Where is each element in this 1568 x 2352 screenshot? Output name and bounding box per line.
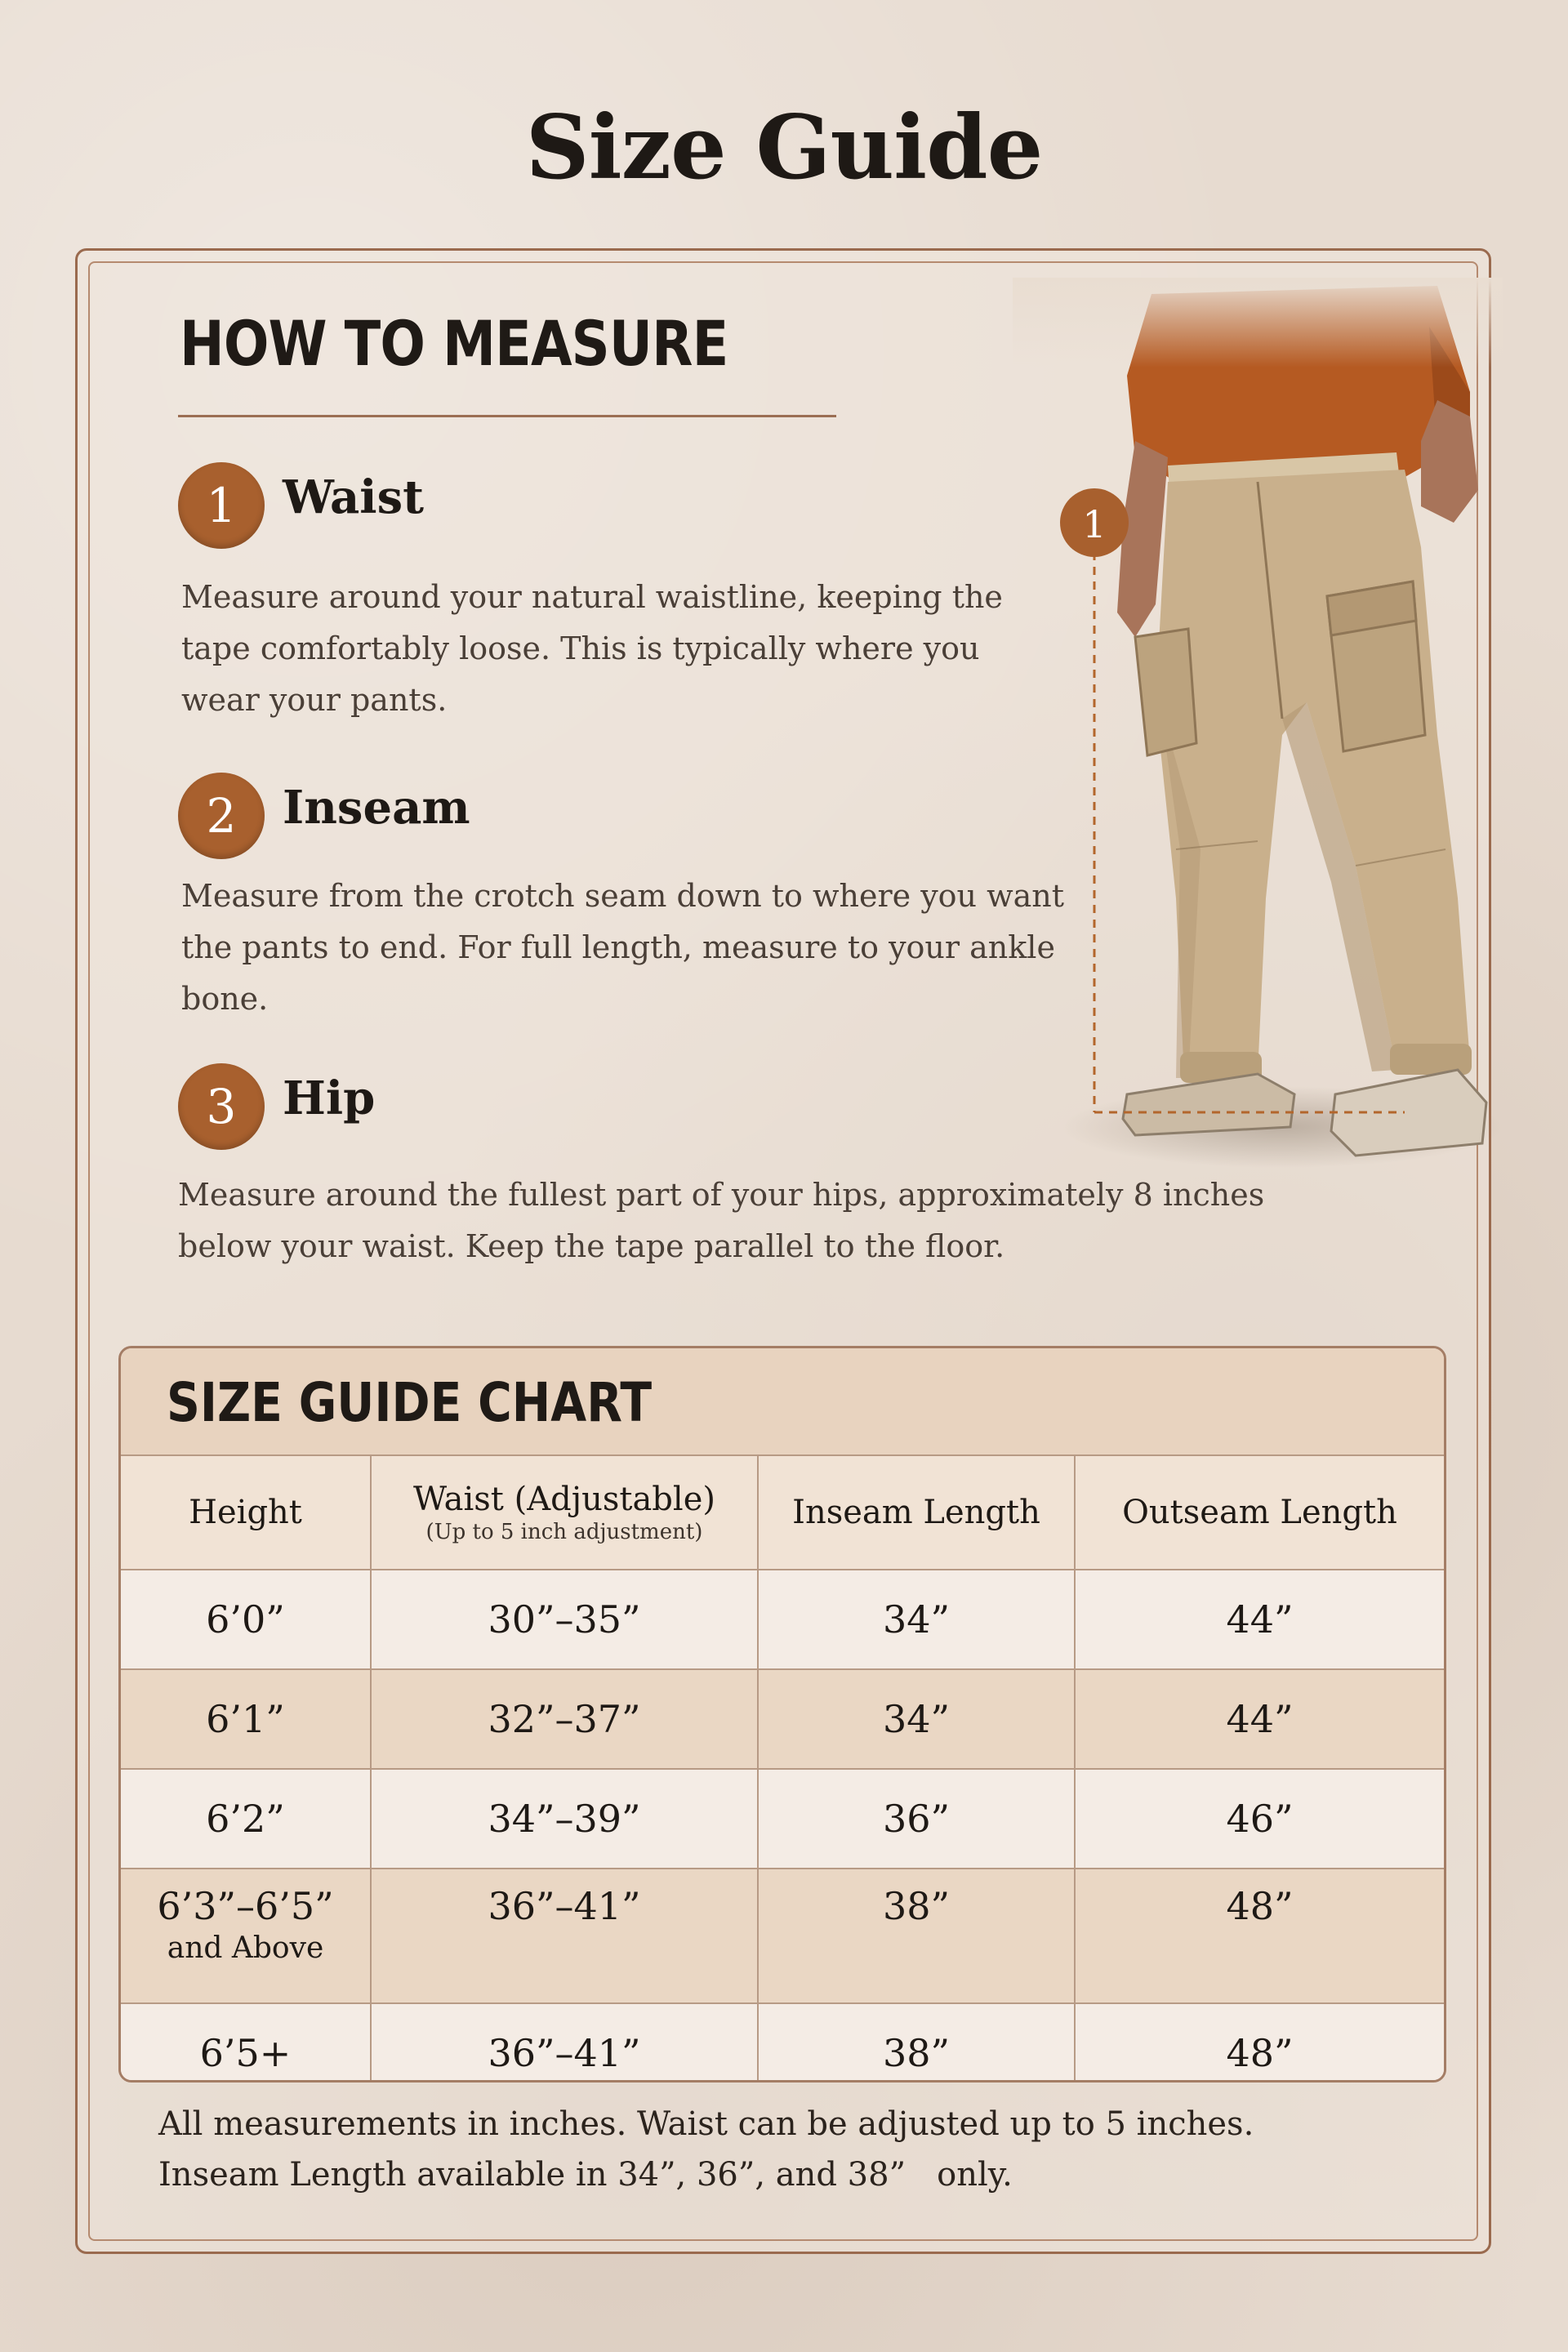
height-cell	[121, 1869, 371, 2003]
height-cell: 6’2”	[121, 1769, 371, 1869]
inseam-cell: 38”	[758, 1869, 1075, 2003]
outseam-cell: 46”	[1075, 1769, 1444, 1869]
description-line: below your waist. Keep the tape parallel to the floor.	[178, 1228, 1005, 1264]
waist-cell: 30”–35”	[371, 1570, 758, 1669]
step-number-badge: 1	[178, 462, 265, 549]
description-line: Measure from the crotch seam down to where you want	[181, 878, 1065, 914]
chart-header	[121, 1348, 1444, 1454]
size-guide-chart	[118, 1346, 1446, 2082]
page-title: Size Guide	[525, 96, 1043, 199]
waist-cell: 34”–39”	[371, 1769, 758, 1869]
heading-divider	[178, 415, 836, 417]
inseam-cell: 38”	[758, 2003, 1075, 2082]
height-cell: 6’5+	[121, 2003, 371, 2082]
step-title: Waist	[283, 470, 424, 524]
column-header-outseam: Outseam Length	[1075, 1455, 1444, 1570]
height-cell: 6’1”	[121, 1669, 371, 1769]
height-cell: 6’0”	[121, 1570, 371, 1669]
inseam-cell: 34”	[758, 1669, 1075, 1769]
footnote-line: All measurements in inches. Waist can be adjusted up to 5 inches.	[158, 2105, 1254, 2143]
outseam-cell: 44”	[1075, 1669, 1444, 1769]
table-row	[121, 1669, 1444, 1769]
step-number-badge: 3	[178, 1063, 265, 1150]
how-to-measure-heading: HOW TO MEASURE	[180, 307, 728, 380]
measure-marker-number: 1	[1082, 502, 1107, 546]
step-description	[181, 871, 1064, 1025]
size-table	[121, 1454, 1444, 2082]
chart-title: SIZE GUIDE CHART	[167, 1371, 653, 1434]
table-row	[121, 2003, 1444, 2082]
outseam-cell: 48”	[1075, 2003, 1444, 2082]
footnote-line: Inseam Length available in 34”, 36”, and 38” only.	[158, 2156, 1013, 2194]
description-line: bone.	[181, 981, 269, 1017]
table-row	[121, 1869, 1444, 2003]
description-line: Measure around your natural waistline, keeping the	[181, 579, 1003, 615]
description-line: Measure around the fullest part of your hips, approximately 8 inches	[178, 1177, 1265, 1213]
step-number-badge: 2	[178, 773, 265, 859]
table-header-row	[121, 1455, 1444, 1570]
height-value: 6’3”–6’5”	[157, 1884, 334, 1928]
table-row	[121, 1769, 1444, 1869]
waist-cell: 36”–41”	[371, 2003, 758, 2082]
pants-illustration	[1013, 278, 1503, 1200]
description-line: tape comfortably loose. This is typically where you	[181, 630, 980, 666]
step-description	[181, 572, 1003, 726]
step-title: Hip	[283, 1071, 376, 1125]
inseam-cell: 34”	[758, 1570, 1075, 1669]
outseam-cell: 48”	[1075, 1869, 1444, 2003]
waist-cell: 32”–37”	[371, 1669, 758, 1769]
column-header-height: Height	[121, 1455, 371, 1570]
inseam-cell: 36”	[758, 1769, 1075, 1869]
step-title: Inseam	[283, 781, 470, 835]
outseam-cell: 44”	[1075, 1570, 1444, 1669]
description-line: wear your pants.	[181, 682, 448, 718]
column-header-note: (Up to 5 inch adjustment)	[425, 1520, 703, 1544]
column-header-inseam: Inseam Length	[758, 1455, 1075, 1570]
table-row	[121, 1570, 1444, 1669]
column-header-waist: Waist (Adjustable) (Up to 5 inch adjustment)	[371, 1455, 758, 1570]
waist-cell: 36”–41”	[371, 1869, 758, 2003]
height-note: and Above	[167, 1931, 324, 1965]
description-line: the pants to end. For full length, measure to your ankle	[181, 929, 1055, 965]
